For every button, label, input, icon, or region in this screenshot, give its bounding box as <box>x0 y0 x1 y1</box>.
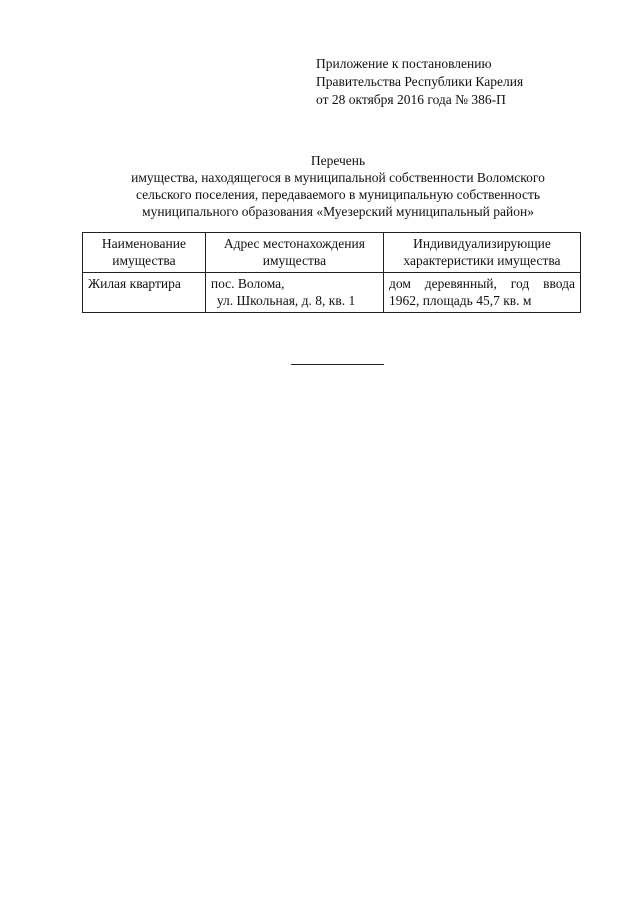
appendix-line: Правительства Республики Карелия <box>316 74 524 89</box>
end-divider <box>291 364 384 365</box>
cell-name: Жилая квартира <box>83 273 206 313</box>
appendix-line: от 28 октября 2016 года № 386-П <box>316 92 506 107</box>
title-heading: Перечень <box>310 153 366 168</box>
title-line: имущества, находящегося в муниципальной собственности Воломского <box>131 170 545 185</box>
cell-characteristics: дом деревянный, год ввода 1962, площадь 45,7 кв. м <box>383 273 580 313</box>
document-title <box>100 152 576 220</box>
address-line: пос. Волома, <box>210 276 285 291</box>
title-line: муниципального образования «Муезерский муниципальный район» <box>142 204 534 219</box>
address-line: ул. Школьная, д. 8, кв. 1 <box>216 293 356 308</box>
header-name: Наименование имущества <box>83 233 206 273</box>
title-line: сельского поселения, передаваемого в муниципальную собственность <box>136 187 540 202</box>
cell-address <box>205 273 383 313</box>
property-table <box>82 232 581 313</box>
table-header-row <box>83 233 581 273</box>
appendix-line: Приложение к постановлению <box>316 56 492 71</box>
table-row <box>83 273 581 313</box>
header-address: Адрес местонахождения имущества <box>205 233 383 273</box>
appendix-note <box>316 55 523 109</box>
header-characteristics: Индивидуализирующие характеристики имущества <box>383 233 580 273</box>
